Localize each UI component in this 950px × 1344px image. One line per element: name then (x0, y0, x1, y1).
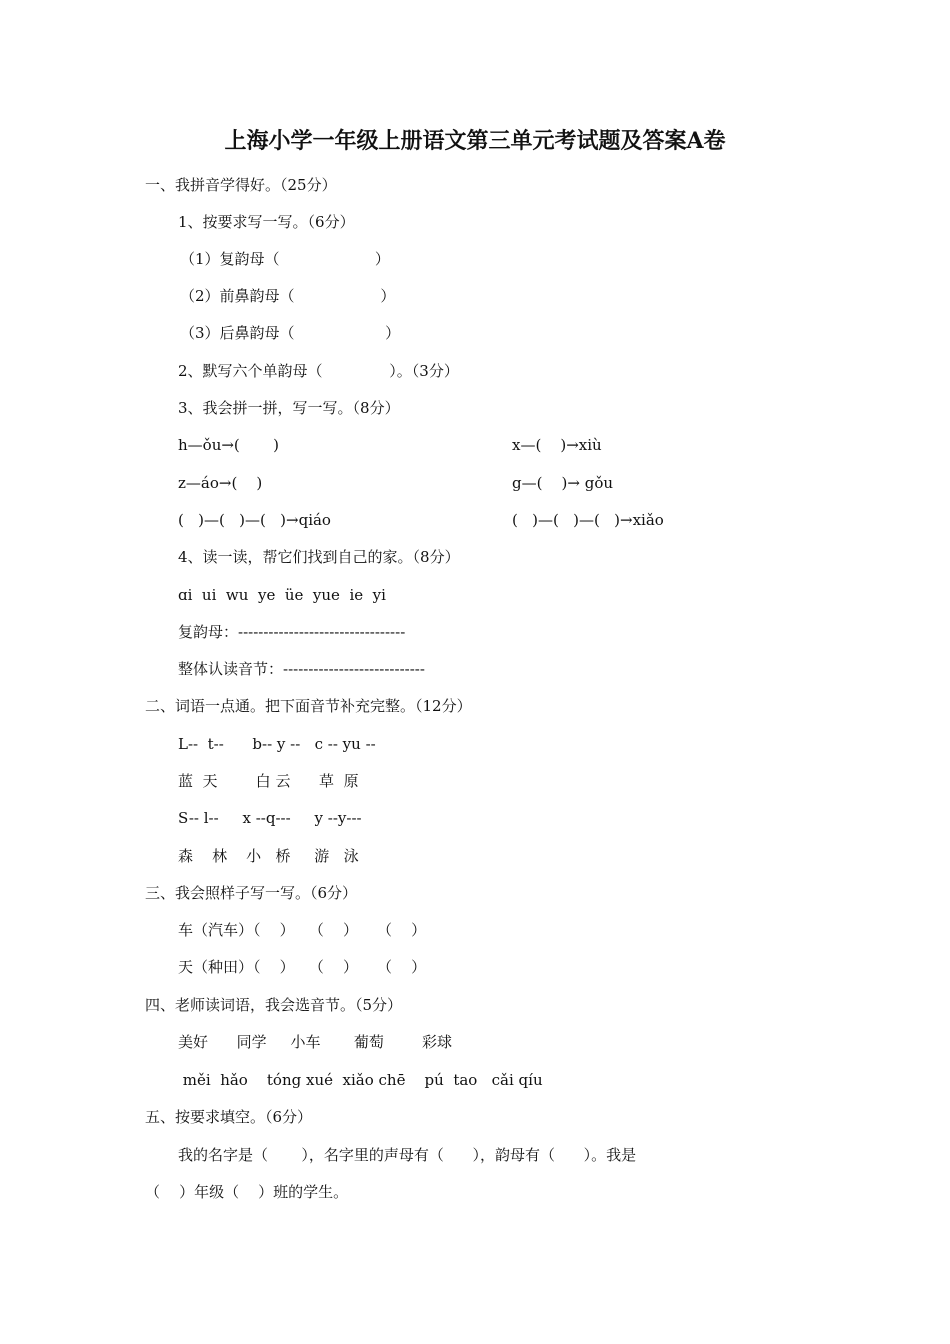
section-4-heading: 四、老师读词语，我会选音节。（5分） (145, 996, 403, 1014)
s5-line2: （ ）年级（ ）班的学生。 (145, 1183, 349, 1201)
s2-row3: S-- l-- x --q--- y --y--- (178, 809, 362, 827)
q3-row2-left: z—áo→( ) (178, 474, 263, 492)
s3-row1: 车（汽车）（ ） （ ） （ ） (178, 921, 427, 939)
q4-syllables: ɑi ui wu ye üe yue ie yi (178, 586, 386, 604)
q3-prompt: 3、我会拼一拼，写一写。（8分） (178, 399, 400, 417)
q3-row2-right: g—( )→ gǒu (512, 474, 614, 492)
q1-item-c: （3）后鼻韵母（ ） (180, 324, 401, 342)
q3-row3-left: ( )—( )—( )→qiáo (178, 511, 331, 529)
q1-item-a: （1）复韵母（ ） (180, 250, 390, 268)
s3-row2: 天（种田）（ ） （ ） （ ） (178, 958, 427, 976)
section-1-heading: 一、我拼音学得好。（25分） (145, 176, 337, 194)
s2-row1: L-- t-- b-- y -- c -- yu -- (178, 735, 376, 753)
s2-row4: 森 林 小 桥 游 泳 (178, 847, 359, 865)
q3-row1-right: x—( )→xiù (512, 436, 602, 454)
q3-row3-right: ( )—( )—( )→xiǎo (512, 511, 664, 529)
section-5-heading: 五、按要求填空。（6分） (145, 1108, 313, 1126)
s5-line1: 我的名字是（ ），名字里的声母有（ ），韵母有（ ）。我是 (178, 1146, 637, 1164)
s2-row2: 蓝 天 白 云 草 原 (178, 772, 359, 790)
q1-item-b: （2）前鼻韵母（ ） (180, 287, 396, 305)
section-3-heading: 三、我会照样子写一写。（6分） (145, 884, 358, 902)
q1-prompt: 1、按要求写一写。（6分） (178, 213, 355, 231)
q4-line-compound-finals: 复韵母：--------------------------------- (178, 623, 406, 641)
s4-words: 美好 同学 小车 葡萄 彩球 (178, 1033, 452, 1051)
q4-prompt: 4、读一读，帮它们找到自己的家。（8分） (178, 548, 460, 566)
q2-prompt: 2、默写六个单韵母（ ）。（3分） (178, 362, 459, 380)
section-2-heading: 二、词语一点通。把下面音节补充完整。（12分） (145, 697, 472, 715)
q4-line-whole-syllables: 整体认读音节：---------------------------- (178, 660, 425, 678)
s4-pinyin: měi hǎo tóng xué xiǎo chē pú tao cǎi qíu (178, 1071, 543, 1089)
q3-row1-left: h—ǒu→( ) (178, 436, 280, 454)
page-title: 上海小学一年级上册语文第三单元考试题及答案A卷 (224, 128, 726, 154)
